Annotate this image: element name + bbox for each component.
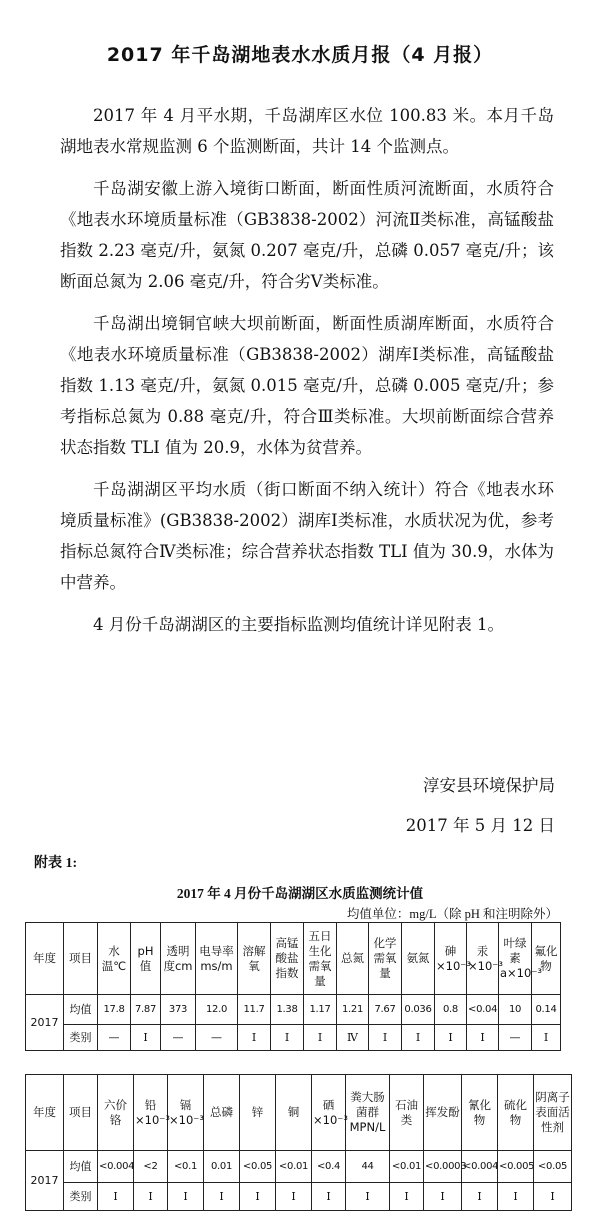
category-cell: Ⅰ [369, 1025, 402, 1051]
category-cell: Ⅰ [402, 1025, 435, 1051]
table-header-row [26, 923, 561, 995]
category-cell: Ⅰ [304, 1025, 337, 1051]
mean-value-cell: 7.67 [369, 995, 402, 1025]
table-row-category [26, 1025, 561, 1051]
paragraph-dam-section: 千岛湖出境铜官峡大坝前断面，断面性质湖库断面，水质符合《地表水环境质量标准（GB3838-2002）湖库Ⅰ类标准，高锰酸盐指数 1.13 毫克/升，氨氮 0.015 毫克/升，总磷 0.005 毫克/升；参考指标总氮为 0.88 毫克/升，符合Ⅲ类标准。大坝前断面综合营养状态指数 TLI 值为 20.9，水体为贫营养。 [60, 314, 554, 457]
attachment-label: 附表 1: [34, 856, 78, 871]
table-row-mean [26, 1151, 572, 1183]
column-header: 透明度cm [161, 923, 196, 995]
table-title: 2017 年 4 月份千岛湖湖区水质监测统计值 [176, 886, 424, 901]
column-header: 石油类 [390, 1075, 424, 1151]
mean-value-cell: 0.8 [435, 995, 467, 1025]
category-cell: — [161, 1025, 196, 1051]
column-header: 镉×10⁻³ [168, 1075, 204, 1151]
column-header: 硫化物 [498, 1075, 534, 1151]
column-header: 汞×10⁻³ [467, 923, 499, 995]
mean-value-cell: <0.004 [462, 1151, 498, 1183]
mean-value-cell: <0.004 [98, 1151, 134, 1183]
year-cell: 2017 [26, 1151, 64, 1211]
water-quality-table-1 [25, 922, 561, 1051]
column-header: 化学需氧量 [369, 923, 402, 995]
mean-value-cell: 1.21 [337, 995, 369, 1025]
column-header: 六价铬 [98, 1075, 134, 1151]
column-header: pH值 [131, 923, 161, 995]
category-cell: Ⅰ [238, 1025, 271, 1051]
category-cell: Ⅳ [337, 1025, 369, 1051]
mean-value-cell: <0.005 [498, 1151, 534, 1183]
column-header: 砷×10⁻³ [435, 923, 467, 995]
column-header: 铅×10⁻³ [134, 1075, 168, 1151]
column-header: 挥发酚 [424, 1075, 462, 1151]
table-unit-note: 均值单位：mg/L（除 pH 和注明除外） [346, 907, 558, 921]
category-cell: Ⅰ [312, 1183, 346, 1211]
mean-value-cell: 11.7 [238, 995, 271, 1025]
mean-value-cell: 1.38 [271, 995, 304, 1025]
mean-value-cell: <0.01 [276, 1151, 312, 1183]
mean-value-cell: 44 [346, 1151, 390, 1183]
category-cell: — [98, 1025, 131, 1051]
item-header: 项目 [64, 923, 98, 995]
mean-value-cell: <0.05 [240, 1151, 276, 1183]
table-row-category [26, 1183, 572, 1211]
column-header: 水温℃ [98, 923, 131, 995]
column-header: 粪大肠菌群MPN/L [346, 1075, 390, 1151]
category-cell: Ⅰ [532, 1025, 561, 1051]
paragraph-lake-average: 千岛湖湖区平均水质（街口断面不纳入统计）符合《地表水环境质量标准》(GB3838-2002）湖库Ⅰ类标准，水质状况为优，参考指标总氮符合Ⅳ类标准；综合营养状态指数 TLI 值为 30.9，水体为中营养。 [60, 480, 554, 592]
mean-value-cell: 17.8 [98, 995, 131, 1025]
mean-value-cell: <0.0003 [424, 1151, 462, 1183]
mean-value-cell: <0.4 [312, 1151, 346, 1183]
paragraph-water-level: 2017 年 4 月平水期，千岛湖库区水位 100.83 米。本月千岛湖地表水常规监测 6 个监测断面，共计 14 个监测点。 [60, 106, 554, 156]
year-cell: 2017 [26, 995, 64, 1051]
category-cell: Ⅰ [276, 1183, 312, 1211]
item-header: 项目 [64, 1075, 98, 1151]
mean-value-cell: <0.04 [467, 995, 499, 1025]
mean-value-cell: <2 [134, 1151, 168, 1183]
mean-value-cell: 1.17 [304, 995, 337, 1025]
category-cell: Ⅰ [271, 1025, 304, 1051]
category-cell: Ⅰ [498, 1183, 534, 1211]
mean-value-cell: <0.01 [390, 1151, 424, 1183]
category-cell: Ⅰ [390, 1183, 424, 1211]
signature-org: 淳安县环境保护局 [423, 776, 555, 795]
category-cell: Ⅰ [462, 1183, 498, 1211]
row-label-category: 类别 [64, 1183, 98, 1211]
column-header: 硒×10⁻³ [312, 1075, 346, 1151]
mean-value-cell: <0.1 [168, 1151, 204, 1183]
year-header: 年度 [26, 923, 64, 995]
report-title: 2017 年千岛湖地表水水质月报（4 月报） [106, 44, 494, 66]
row-label-mean: 均值 [64, 995, 98, 1025]
column-header: 溶解氧 [238, 923, 271, 995]
mean-value-cell: 12.0 [196, 995, 238, 1025]
column-header: 阴离子表面活性剂 [534, 1075, 572, 1151]
water-quality-table-2 [25, 1074, 572, 1211]
column-header: 锌 [240, 1075, 276, 1151]
mean-value-cell: 373 [161, 995, 196, 1025]
mean-value-cell: 7.87 [131, 995, 161, 1025]
paragraph-jiekou-section: 千岛湖安徽上游入境街口断面，断面性质河流断面，水质符合《地表水环境质量标准（GB3838-2002）河流Ⅱ类标准，高锰酸盐指数 2.23 毫克/升，氨氮 0.207 毫克/升，总磷 0.057 毫克/升；该断面总氮为 2.06 毫克/升，符合劣Ⅴ类标准。 [60, 179, 554, 291]
column-header: 总氮 [337, 923, 369, 995]
mean-value-cell: 0.14 [532, 995, 561, 1025]
row-label-category: 类别 [64, 1025, 98, 1051]
mean-value-cell: 10 [499, 995, 532, 1025]
category-cell: — [499, 1025, 532, 1051]
column-header: 电导率ms/m [196, 923, 238, 995]
table-row-mean [26, 995, 561, 1025]
table-header-row [26, 1075, 572, 1151]
column-header: 氟化物 [532, 923, 561, 995]
category-cell: Ⅰ [534, 1183, 572, 1211]
category-cell: Ⅰ [240, 1183, 276, 1211]
column-header: 叶绿素a×10⁻³ [499, 923, 532, 995]
column-header: 氰化物 [462, 1075, 498, 1151]
mean-value-cell: 0.01 [204, 1151, 240, 1183]
column-header: 五日生化需氧量 [304, 923, 337, 995]
category-cell: Ⅰ [346, 1183, 390, 1211]
category-cell: Ⅰ [98, 1183, 134, 1211]
category-cell: Ⅰ [131, 1025, 161, 1051]
category-cell: Ⅰ [168, 1183, 204, 1211]
category-cell: Ⅰ [204, 1183, 240, 1211]
paragraph-appendix-note: 4 月份千岛湖湖区的主要指标监测均值统计详见附表 1。 [93, 615, 504, 634]
column-header: 铜 [276, 1075, 312, 1151]
column-header: 氨氮 [402, 923, 435, 995]
mean-value-cell: <0.05 [534, 1151, 572, 1183]
column-header: 高锰酸盐指数 [271, 923, 304, 995]
category-cell: — [196, 1025, 238, 1051]
row-label-mean: 均值 [64, 1151, 98, 1183]
year-header: 年度 [26, 1075, 64, 1151]
category-cell: Ⅰ [424, 1183, 462, 1211]
mean-value-cell: 0.036 [402, 995, 435, 1025]
category-cell: Ⅰ [435, 1025, 467, 1051]
column-header: 总磷 [204, 1075, 240, 1151]
signature-date: 2017 年 5 月 12 日 [405, 816, 555, 835]
category-cell: Ⅰ [467, 1025, 499, 1051]
report-body [60, 100, 554, 651]
category-cell: Ⅰ [134, 1183, 168, 1211]
